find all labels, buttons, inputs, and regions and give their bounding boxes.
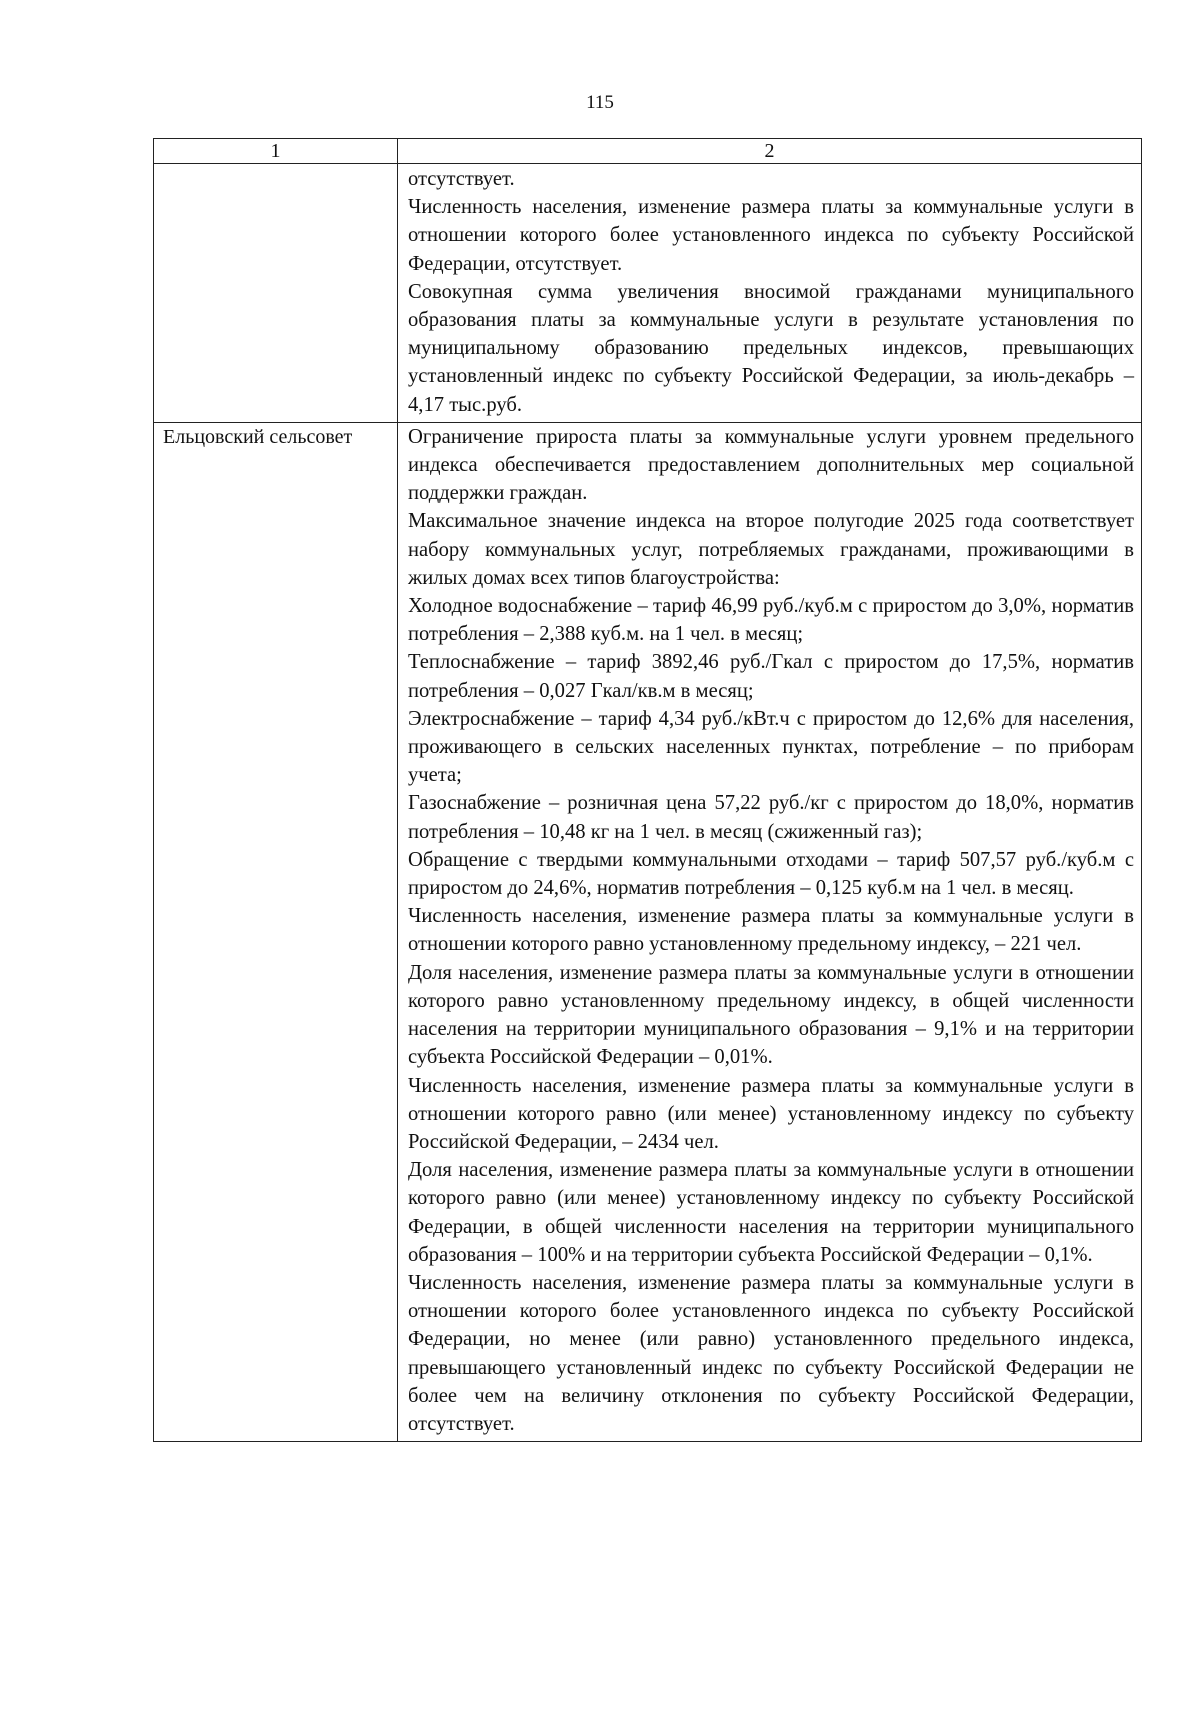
- table-row: [154, 164, 1142, 423]
- paragraph: Электроснабжение – тариф 4,34 руб./кВт.ч с приростом до 12,6% для населения, проживающего в сельских населенных пунктах, потребление – по приборам учета;: [408, 707, 1134, 787]
- description-cell: [398, 422, 1142, 1441]
- paragraph: Обращение с твердыми коммунальными отходами – тариф 507,57 руб./куб.м с приростом до 24,6%, норматив потребления – 0,125 куб.м на 1 чел. в месяц.: [408, 848, 1134, 900]
- data-table: [153, 138, 1142, 1442]
- table-row: [154, 422, 1142, 1441]
- municipality-name-cell: [154, 164, 398, 423]
- paragraph: Численность населения, изменение размера платы за коммунальные услуги в отношении которого равно установленному предельному индексу, – 221 чел.: [408, 905, 1134, 956]
- paragraph: Доля населения, изменение размера платы за коммунальные услуги в отношении которого равно (или менее) установленному индексу по субъекту Российской Федерации, в общей численности населения на территории муниципального образования – 100% и на территории субъекта Российской Федерации – 0,1%.: [408, 1159, 1134, 1266]
- paragraph: Численность населения, изменение размера платы за коммунальные услуги в отношении которого более установленного индекса по субъекту Российской Федерации, отсутствует.: [408, 196, 1134, 275]
- paragraph: Газоснабжение – розничная цена 57,22 руб./кг с приростом до 18,0%, норматив потребления – 10,48 кг на 1 чел. в месяц (сжиженный газ);: [408, 792, 1134, 843]
- municipality-name-cell: Ельцовский сельсовет: [154, 422, 398, 1441]
- column-header-2: 2: [398, 139, 1142, 164]
- paragraph: Теплоснабжение – тариф 3892,46 руб./Гкал с приростом до 17,5%, норматив потребления – 0,027 Гкал/кв.м в месяц;: [408, 651, 1134, 702]
- paragraph: отсутствует.: [408, 168, 515, 190]
- table-header-row: [154, 139, 1142, 164]
- paragraph: Холодное водоснабжение – тариф 46,99 руб./куб.м с приростом до 3,0%, норматив потребления – 2,388 куб.м. на 1 чел. в месяц;: [408, 595, 1134, 646]
- paragraph: Совокупная сумма увеличения вносимой гражданами муниципального образования платы за коммунальные услуги в результате установления по муниципальному образованию предельных индексов, превышающих установленный индекс по субъекту Российской Федерации, за июль-декабрь – 4,17 тыс.руб.: [408, 280, 1134, 416]
- paragraph: Численность населения, изменение размера платы за коммунальные услуги в отношении которого равно (или менее) установленному индексу по субъекту Российской Федерации, – 2434 чел.: [408, 1074, 1134, 1153]
- column-header-1: 1: [154, 139, 398, 164]
- description-cell: [398, 164, 1142, 423]
- paragraph: Ограничение прироста платы за коммунальные услуги уровнем предельного индекса обеспечивается предоставлением дополнительных мер социальной поддержки граждан.: [408, 425, 1134, 505]
- paragraph: Численность населения, изменение размера платы за коммунальные услуги в отношении которого более установленного индекса по субъекту Российской Федерации, но менее (или равно) установленного предельного индекса, превышающего установленный индекс по субъекту Российской Федерации не более чем на величину отклонения по субъекту Российской Федерации, отсутствует.: [408, 1271, 1134, 1435]
- paragraph: Максимальное значение индекса на второе полугодие 2025 года соответствует набору коммунальных услуг, потребляемых гражданами, проживающими в жилых домах всех типов благоустройства:: [408, 510, 1134, 589]
- page-number: 115: [586, 92, 614, 113]
- paragraph: Доля населения, изменение размера платы за коммунальные услуги в отношении которого равно установленному предельному индексу, в общей численности населения на территории муниципального образования – 9,1% и на территории субъекта Российской Федерации – 0,01%.: [408, 961, 1134, 1069]
